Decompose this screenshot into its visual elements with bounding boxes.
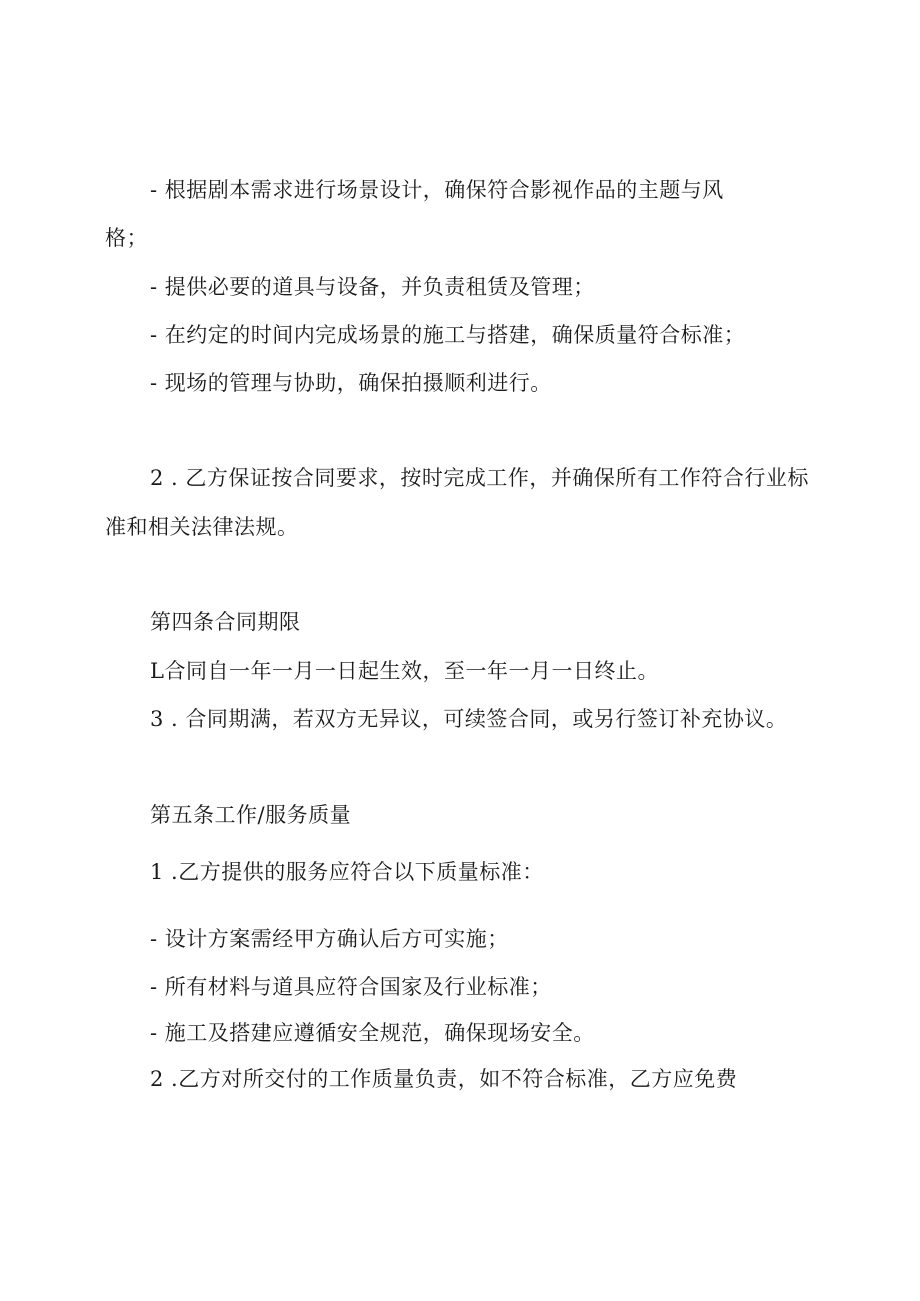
bullet-design-approval: - 设计方案需经甲方确认后方可实施；	[150, 927, 509, 951]
bullet-scene-design-cont: 格；	[105, 226, 148, 250]
bullet-materials-standards: - 所有材料与道具应符合国家及行业标准；	[150, 975, 552, 999]
term-clause-3: 3 . 合同期满，若双方无异议，可续签合同，或另行签订补充协议。	[150, 707, 788, 731]
quality-clause-1: 1 .乙方提供的服务应符合以下质量标准：	[150, 860, 544, 884]
bullet-props-equipment: - 提供必要的道具与设备，并负责租赁及管理；	[150, 275, 595, 299]
term-clause-1: L合同自一年一月一日起生效，至一年一月一日终止。	[150, 659, 659, 683]
clause-2-guarantee: 2 . 乙方保证按合同要求，按时完成工作，并确保所有工作符合行业标	[150, 466, 809, 490]
bullet-onsite-management: - 现场的管理与协助，确保拍摄顺利进行。	[150, 371, 552, 395]
bullet-safety: - 施工及搭建应遵循安全规范，确保现场安全。	[150, 1021, 595, 1045]
section-heading-term: 第四条合同期限	[150, 610, 301, 634]
section-heading-quality: 第五条工作/服务质量	[150, 803, 352, 827]
bullet-scene-design: - 根据剧本需求进行场景设计，确保符合影视作品的主题与风	[150, 178, 724, 202]
bullet-construction: - 在约定的时间内完成场景的施工与搭建，确保质量符合标准；	[150, 323, 746, 347]
quality-clause-2: 2 .乙方对所交付的工作质量负责，如不符合标准，乙方应免费	[150, 1067, 738, 1091]
clause-2-guarantee-cont: 准和相关法律法规。	[105, 515, 299, 539]
